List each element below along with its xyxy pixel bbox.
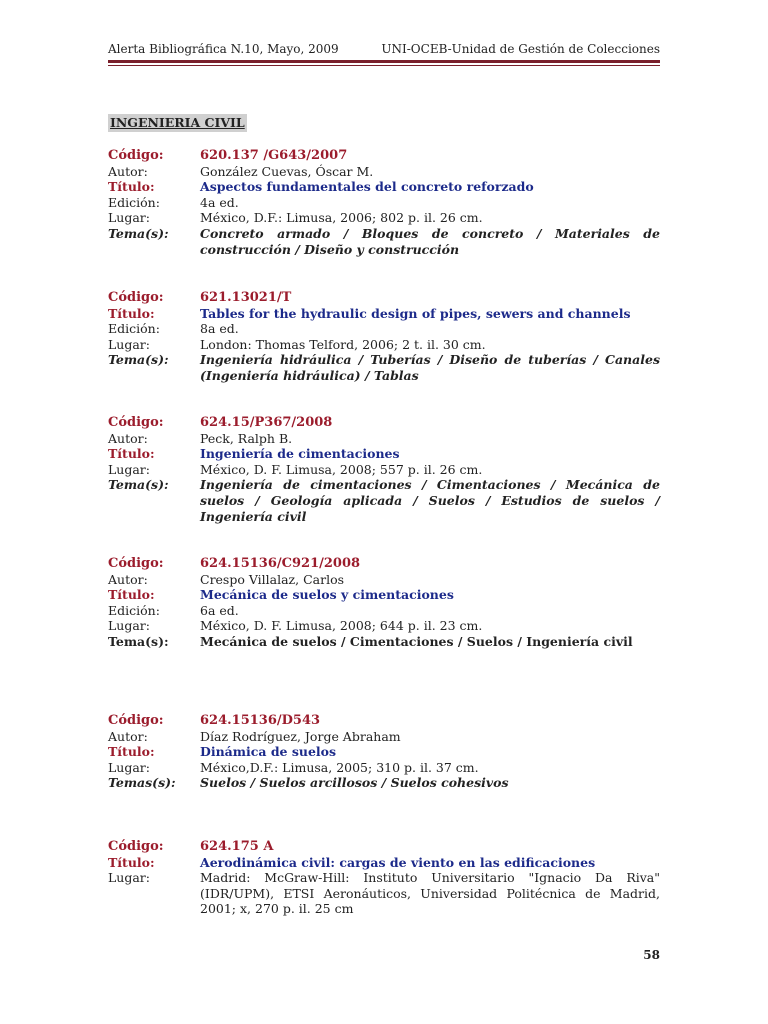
titulo-value: Dinámica de suelos [200,744,337,760]
temas-value: Ingeniería de cimentaciones / Cimentaciones / Mecánica de suelos / Geología aplicada / Suelos / Estudios de suelos / Ingeniería civil [200,477,660,524]
lugar-value: México, D.F.: Limusa, 2006; 802 p. il. 26 cm. [200,210,483,226]
lugar-value: London: Thomas Telford, 2006; 2 t. il. 30 cm. [200,336,486,352]
lugar-value: Madrid: McGraw-Hill: Instituto Universitario "Ignacio Da Riva" (IDR/UPM), ETSI Aeronáuticos, Universidad Politécnica de Madrid, 2001; x, 270 p. il. 25 cm [200,870,660,917]
autor-value: Crespo Villalaz, Carlos [200,571,345,587]
temas-value: Concreto armado / Bloques de concreto / Materiales de construcción / Diseño y construcción [200,225,660,257]
titulo-label: Título: [108,179,155,195]
codigo-value: 621.13021/T [200,290,292,305]
bib-entry [108,839,660,917]
lugar-label: Lugar: [108,461,150,477]
edicion-label: Edición: [108,194,160,210]
temas-value: Suelos / Suelos arcillosos / Suelos cohesivos [200,775,509,791]
titulo-value: Mecánica de suelos y cimentaciones [200,587,454,603]
titulo-label: Título: [108,744,155,760]
lugar-value: México,D.F.: Limusa, 2005; 310 p. il. 37 cm. [200,759,479,775]
codigo-value: 624.15136/D543 [200,713,321,728]
titulo-value: Aspectos fundamentales del concreto reforzado [200,179,534,195]
titulo-label: Título: [108,305,155,321]
lugar-label: Lugar: [108,210,150,226]
codigo-value: 624.175 A [200,839,274,854]
codigo-value: 620.137 /G643/2007 [200,148,348,163]
codigo-value: 624.15136/C921/2008 [200,556,361,571]
autor-value: Peck, Ralph B. [200,430,293,446]
bib-entry [108,415,660,524]
edicion-value: 8a ed. [200,321,239,337]
bib-entry [108,148,660,257]
autor-value: Díaz Rodríguez, Jorge Abraham [200,728,401,744]
autor-label: Autor: [108,571,148,587]
lugar-label: Lugar: [108,336,150,352]
lugar-label: Lugar: [108,759,150,775]
titulo-value: Ingeniería de cimentaciones [200,446,400,462]
header-rule-thin [108,65,660,66]
temas-label: Tema(s): [108,352,169,368]
edicion-label: Edición: [108,321,160,337]
codigo-label: Código: [108,415,164,430]
edicion-value: 6a ed. [200,602,239,618]
titulo-label: Título: [108,446,155,462]
page-header [108,40,660,60]
codigo-label: Código: [108,556,164,571]
lugar-value: México, D. F. Limusa, 2008; 644 p. il. 23 cm. [200,618,483,634]
lugar-label: Lugar: [108,870,150,886]
header-right-text: UNI-OCEB-Unidad de Gestión de Colecciones [381,42,660,56]
bib-entry [108,556,660,650]
codigo-label: Código: [108,148,164,163]
temas-label: Tema(s): [108,477,169,493]
autor-label: Autor: [108,430,148,446]
edicion-value: 4a ed. [200,194,239,210]
titulo-value: Aerodinámica civil: cargas de viento en las edificaciones [200,854,596,870]
autor-label: Autor: [108,163,148,179]
titulo-label: Título: [108,587,155,603]
temas-label: Temas(s): [108,775,176,791]
edicion-label: Edición: [108,602,160,618]
header-rule-thick [108,60,660,63]
temas-label: Tema(s): [108,633,169,649]
autor-value: González Cuevas, Óscar M. [200,163,374,179]
lugar-value: México, D. F. Limusa, 2008; 557 p. il. 26 cm. [200,461,483,477]
bib-entry [108,290,660,384]
codigo-label: Código: [108,290,164,305]
temas-value: Mecánica de suelos / Cimentaciones / Suelos / Ingeniería civil [200,633,633,649]
titulo-value: Tables for the hydraulic design of pipes, sewers and channels [200,305,631,321]
codigo-label: Código: [108,713,164,728]
page-number: 58 [643,948,660,962]
bib-entry [108,713,660,791]
codigo-value: 624.15/P367/2008 [200,415,333,430]
section-title: INGENIERIA CIVIL [110,115,245,130]
header-left-text: Alerta Bibliográfica N.10, Mayo, 2009 [108,42,339,56]
temas-label: Tema(s): [108,225,169,241]
titulo-label: Título: [108,854,155,870]
lugar-label: Lugar: [108,618,150,634]
temas-value: Ingeniería hidráulica / Tuberías / Diseño de tuberías / Canales (Ingeniería hidráulica) / Tablas [200,352,660,383]
codigo-label: Código: [108,839,164,854]
autor-label: Autor: [108,728,148,744]
